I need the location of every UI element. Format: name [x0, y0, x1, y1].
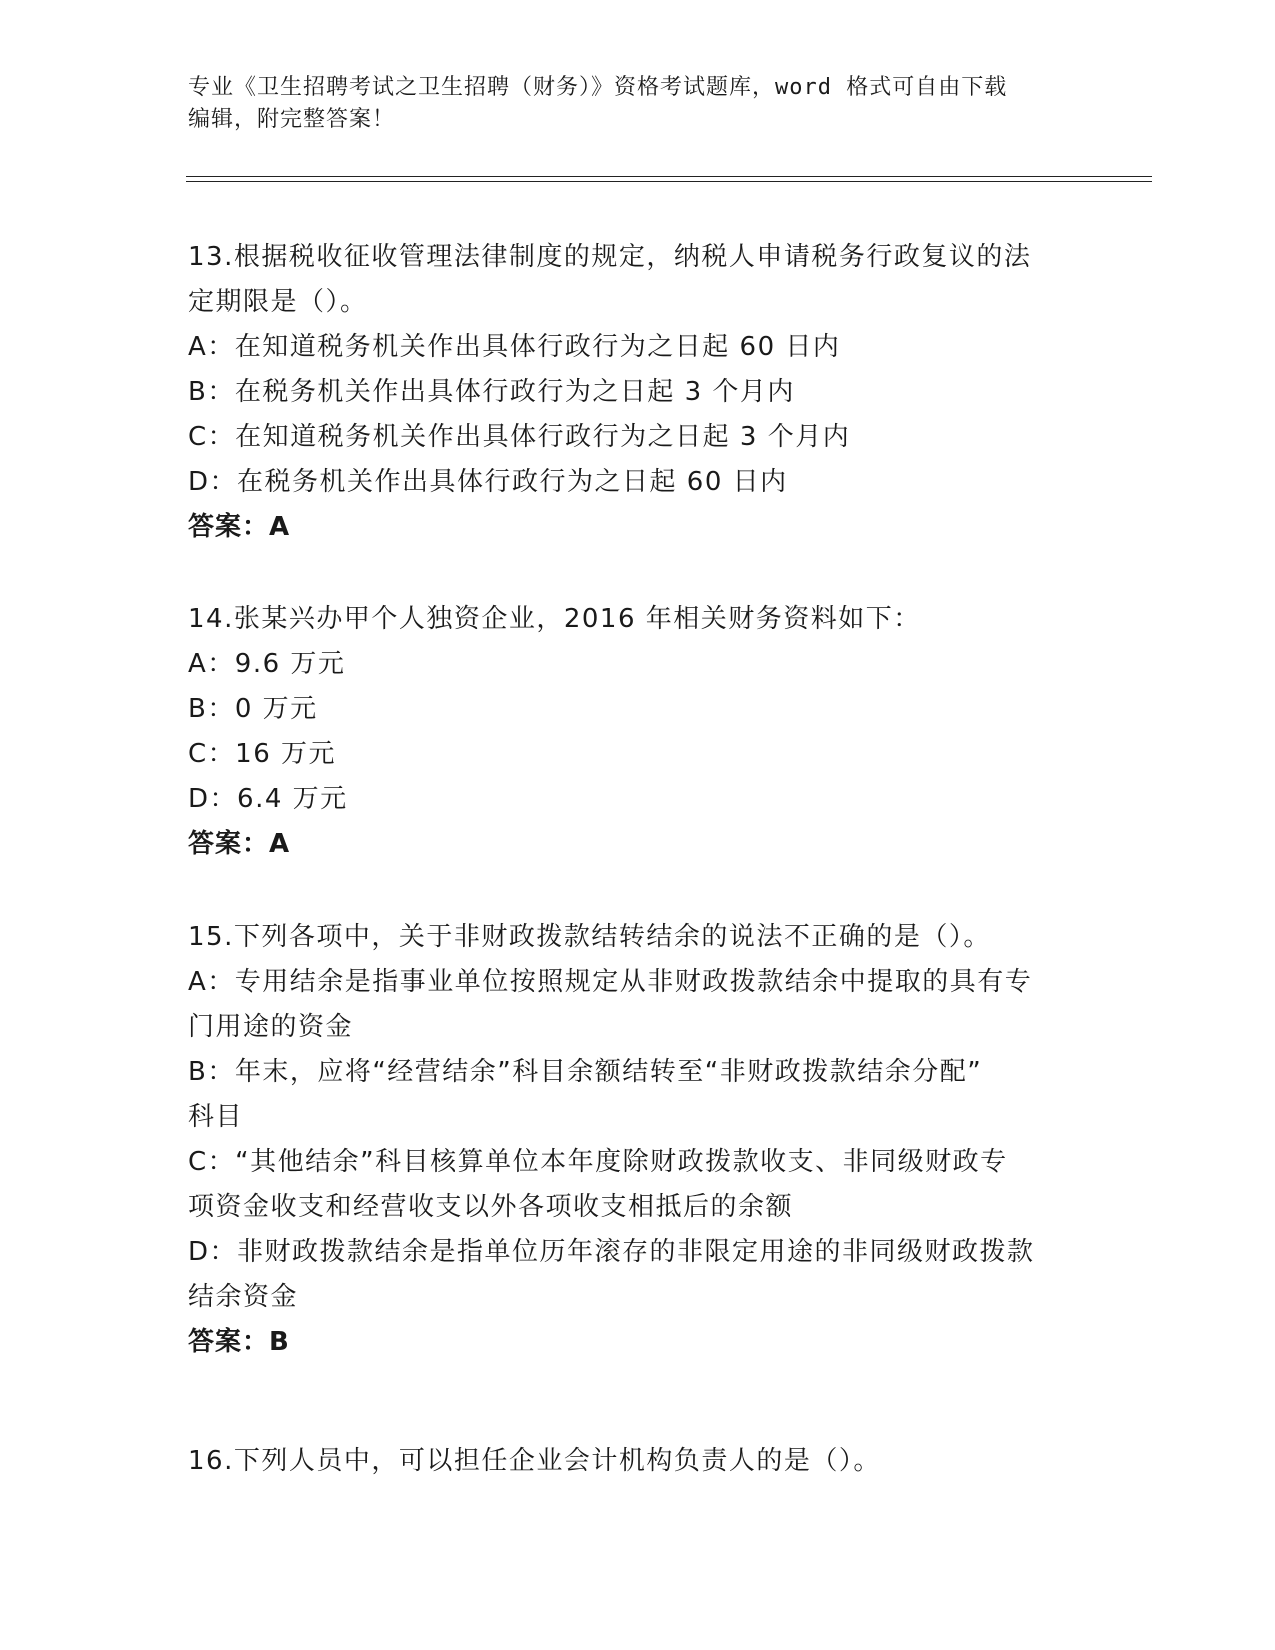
option-a: A：在知道税务机关作出具体行政行为之日起 60 日内: [188, 332, 841, 362]
question-stem: 14.张某兴办甲个人独资企业，2016 年相关财务资料如下：: [188, 604, 921, 634]
answer-label: 答案：A: [188, 829, 291, 859]
question-stem: 16.下列人员中，可以担任企业会计机构负责人的是（）。: [188, 1446, 881, 1476]
answer-label: 答案：A: [188, 512, 291, 542]
option-b: B：0 万元: [188, 694, 318, 724]
header-divider: [186, 176, 1152, 182]
option-c: C：16 万元: [188, 739, 337, 769]
document-header: [188, 72, 1078, 136]
question-15: [188, 915, 1088, 1365]
header-line-1: 专业《卫生招聘考试之卫生招聘（财务）》资格考试题库，word 格式可自由下载: [188, 75, 1008, 100]
question-stem: 定期限是（）。: [188, 287, 368, 317]
option-b-continued: 科目: [188, 1102, 244, 1132]
question-16: [188, 1439, 1088, 1484]
question-stem: 15.下列各项中，关于非财政拨款结转结余的说法不正确的是（）。: [188, 922, 991, 952]
option-d-continued: 结余资金: [188, 1282, 299, 1312]
option-c: C：在知道税务机关作出具体行政行为之日起 3 个月内: [188, 422, 851, 452]
option-a: A：专用结余是指事业单位按照规定从非财政拨款结余中提取的具有专: [188, 967, 1033, 997]
question-14: [188, 597, 1088, 867]
option-d: D：6.4 万元: [188, 784, 348, 814]
option-d: D：在税务机关作出具体行政行为之日起 60 日内: [188, 467, 788, 497]
option-c-continued: 项资金收支和经营收支以外各项收支相抵后的余额: [188, 1192, 794, 1222]
answer-label: 答案：B: [188, 1327, 290, 1357]
header-line-2: 编辑，附完整答案！: [188, 107, 396, 132]
option-d: D：非财政拨款结余是指单位历年滚存的非限定用途的非同级财政拨款: [188, 1237, 1035, 1267]
option-b: B：年末，应将“经营结余”科目余额结转至“非财政拨款结余分配”: [188, 1057, 983, 1087]
option-b: B：在税务机关作出具体行政行为之日起 3 个月内: [188, 377, 795, 407]
question-stem: 13.根据税收征收管理法律制度的规定，纳税人申请税务行政复议的法: [188, 242, 1032, 272]
option-c: C：“其他结余”科目核算单位本年度除财政拨款收支、非同级财政专: [188, 1147, 1008, 1177]
option-a-continued: 门用途的资金: [188, 1012, 354, 1042]
question-13: [188, 235, 1088, 550]
option-a: A：9.6 万元: [188, 649, 346, 679]
